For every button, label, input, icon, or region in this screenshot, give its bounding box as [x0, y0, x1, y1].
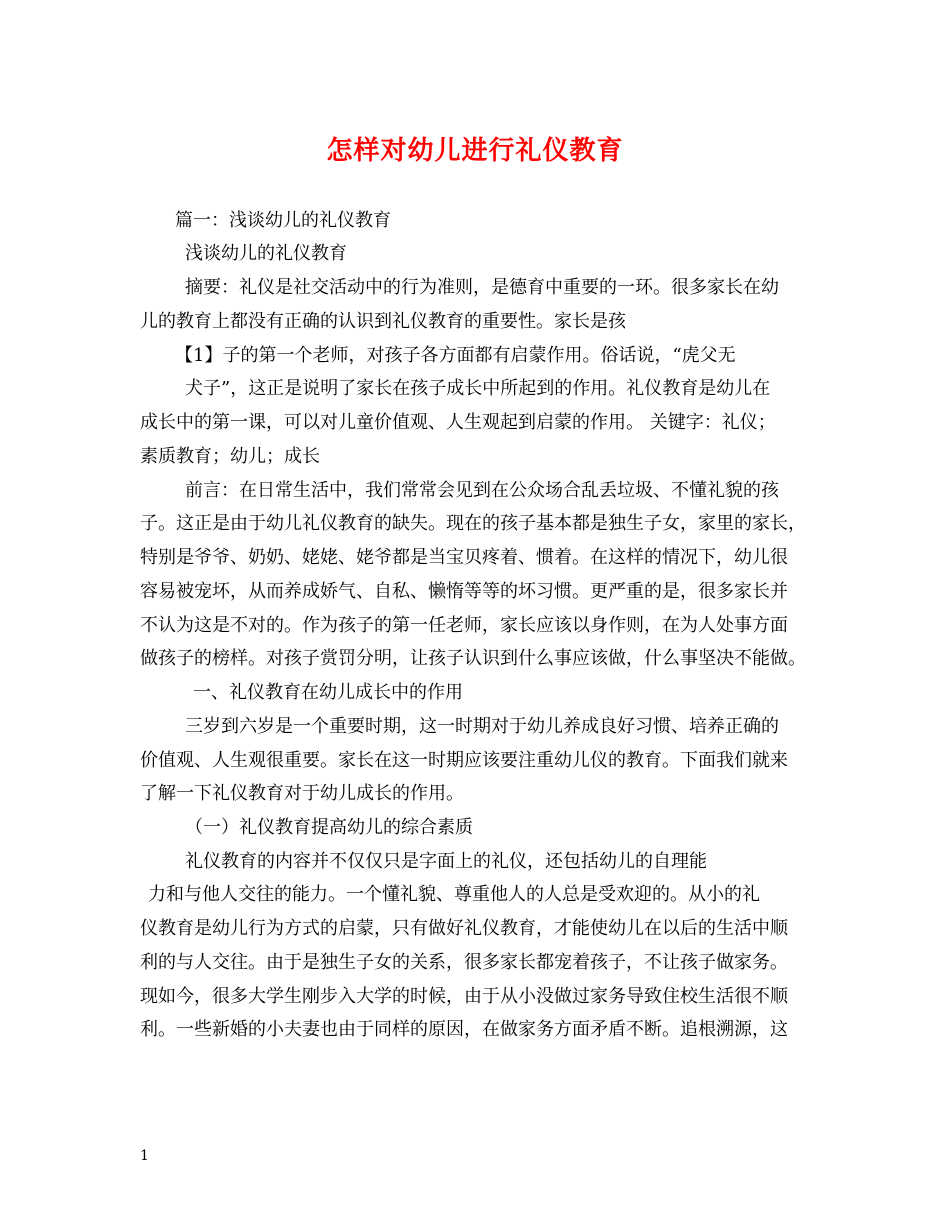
paragraph-line: 特别是爷爷、奶奶、姥姥、姥爷都是当宝贝疼着、惯着。在这样的情况下，幼儿很 [140, 547, 788, 568]
paragraph-line: 不认为这是不对的。作为孩子的第一任老师，家长应该以身作则，在为人处事方面 [140, 615, 788, 636]
paragraph-line: 利。一些新婚的小夫妻也由于同样的原因，在做家务方面矛盾不断。追根溯源，这 [140, 1019, 788, 1040]
paragraph-line: 现如今，很多大学生刚步入大学的时候，由于从小没做过家务导致住校生活很不顺 [140, 986, 788, 1007]
paragraph-line: 【1】子的第一个老师，对孩子各方面都有启蒙作用。俗话说，“虎父无 [175, 345, 736, 366]
paragraph-line: 成长中的第一课，可以对儿童价值观、人生观起到启蒙的作用。 关键字：礼仪； [140, 412, 776, 433]
paragraph-line: 摘要：礼仪是社交活动中的行为准则，是德育中重要的一环。很多家长在幼 [185, 277, 779, 298]
paragraph-line: 力和与他人交往的能力。一个懂礼貌、尊重他人的人总是受欢迎的。从小的礼 [148, 884, 760, 905]
paragraph-line: 犬子”，这正是说明了家长在孩子成长中所起到的作用。礼仪教育是幼儿在 [185, 378, 771, 399]
paragraph-line: 价值观、人生观很重要。家长在这一时期应该要注重幼儿仪的教育。下面我们就来 [140, 750, 788, 771]
paragraph-line: 篇一：浅谈幼儿的礼仪教育 [175, 210, 391, 231]
paragraph-line: 儿的教育上都没有正确的认识到礼仪教育的重要性。家长是孩 [140, 311, 626, 332]
page-number: 1 [140, 1148, 149, 1164]
paragraph-line: 礼仪教育的内容并不仅仅只是字面上的礼仪，还包括幼儿的自理能 [185, 851, 707, 872]
paragraph-line: 素质教育；幼儿；成长 [140, 446, 320, 467]
document-title: 怎样对幼儿进行礼仪教育 [326, 136, 624, 166]
paragraph-line: 前言：在日常生活中，我们常常会见到在公众场合乱丢垃圾、不懂礼貌的孩 [185, 480, 779, 501]
paragraph-line: 子。这正是由于幼儿礼仪教育的缺失。现在的孩子基本都是独生子女，家里的家长， [140, 513, 806, 534]
paragraph-line: 利的与人交往。由于是独生子女的关系，很多家长都宠着孩子，不让孩子做家务。 [140, 952, 788, 973]
paragraph-line: 容易被宠坏，从而养成娇气、自私、懒惰等等的坏习惯。更严重的是，很多家长并 [140, 581, 788, 602]
section-heading: 一、礼仪教育在幼儿成长中的作用 [193, 682, 463, 703]
paragraph-line: 三岁到六岁是一个重要时期，这一时期对于幼儿养成良好习惯、培养正确的 [185, 716, 779, 737]
paragraph-line: 仪教育是幼儿行为方式的启蒙，只有做好礼仪教育，才能使幼儿在以后的生活中顺 [140, 918, 788, 939]
paragraph-line: 做孩子的榜样。对孩子赏罚分明，让孩子认识到什么事应该做，什么事坚决不能做。 [140, 648, 806, 669]
subsection-heading: （一）礼仪教育提高幼儿的综合素质 [185, 817, 473, 838]
paragraph-line: 浅谈幼儿的礼仪教育 [185, 243, 347, 264]
paragraph-line: 了解一下礼仪教育对于幼儿成长的作用。 [140, 783, 464, 804]
